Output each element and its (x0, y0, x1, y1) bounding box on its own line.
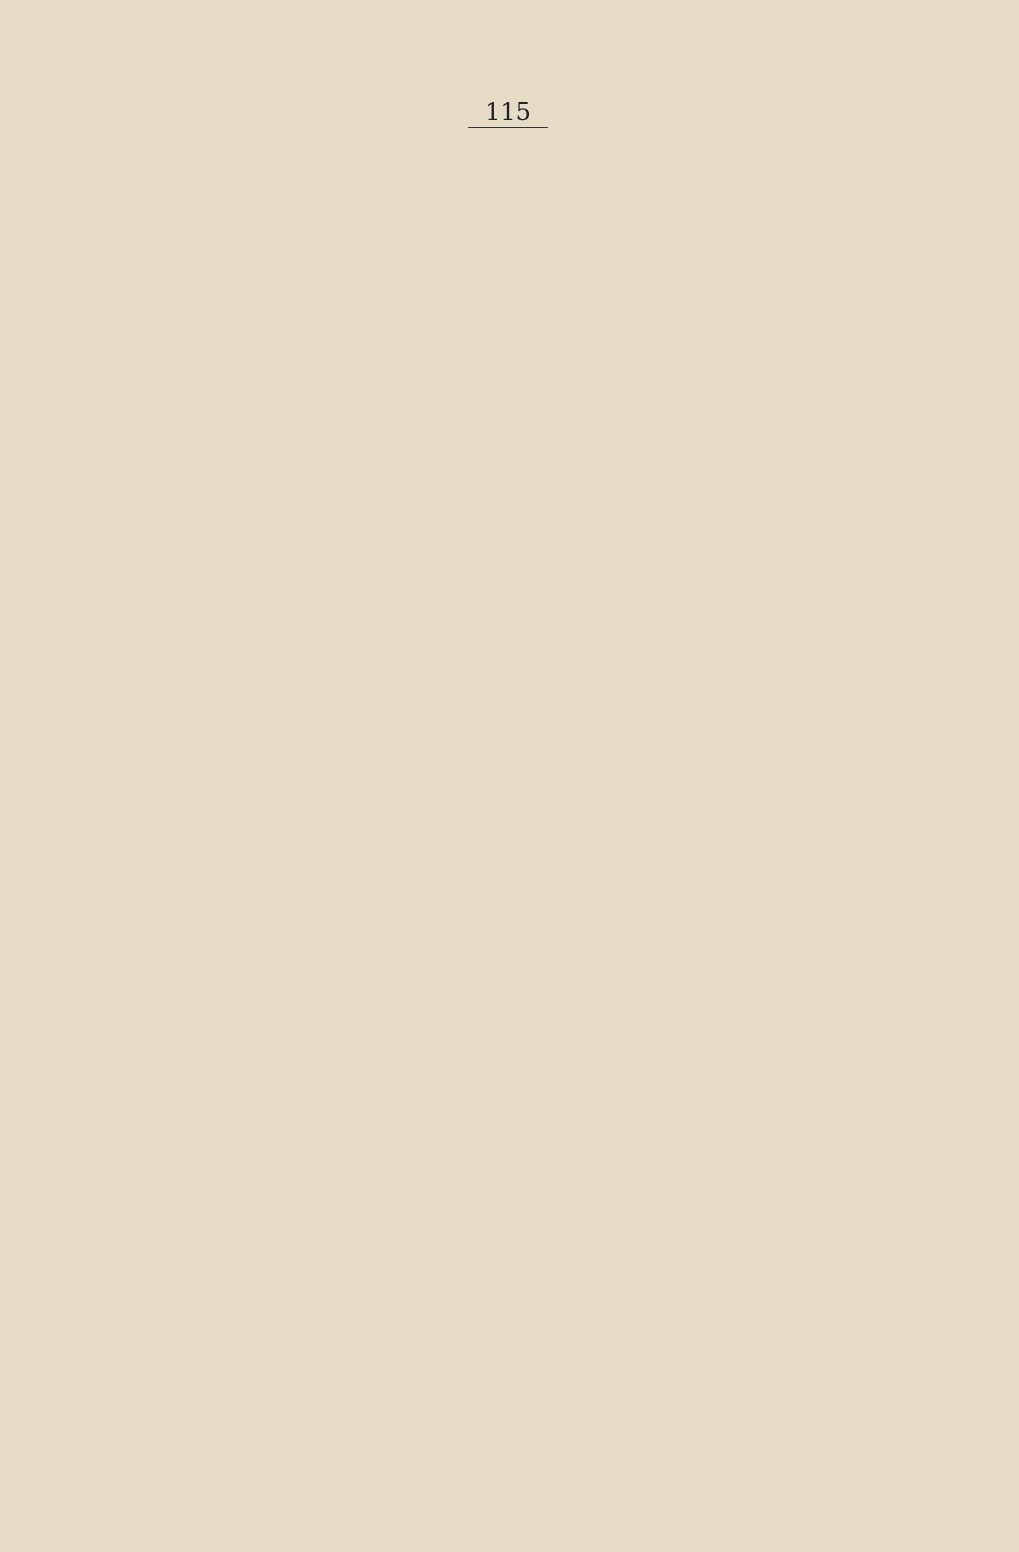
page-number-rule (468, 127, 548, 128)
page-number: 115 (485, 98, 531, 126)
